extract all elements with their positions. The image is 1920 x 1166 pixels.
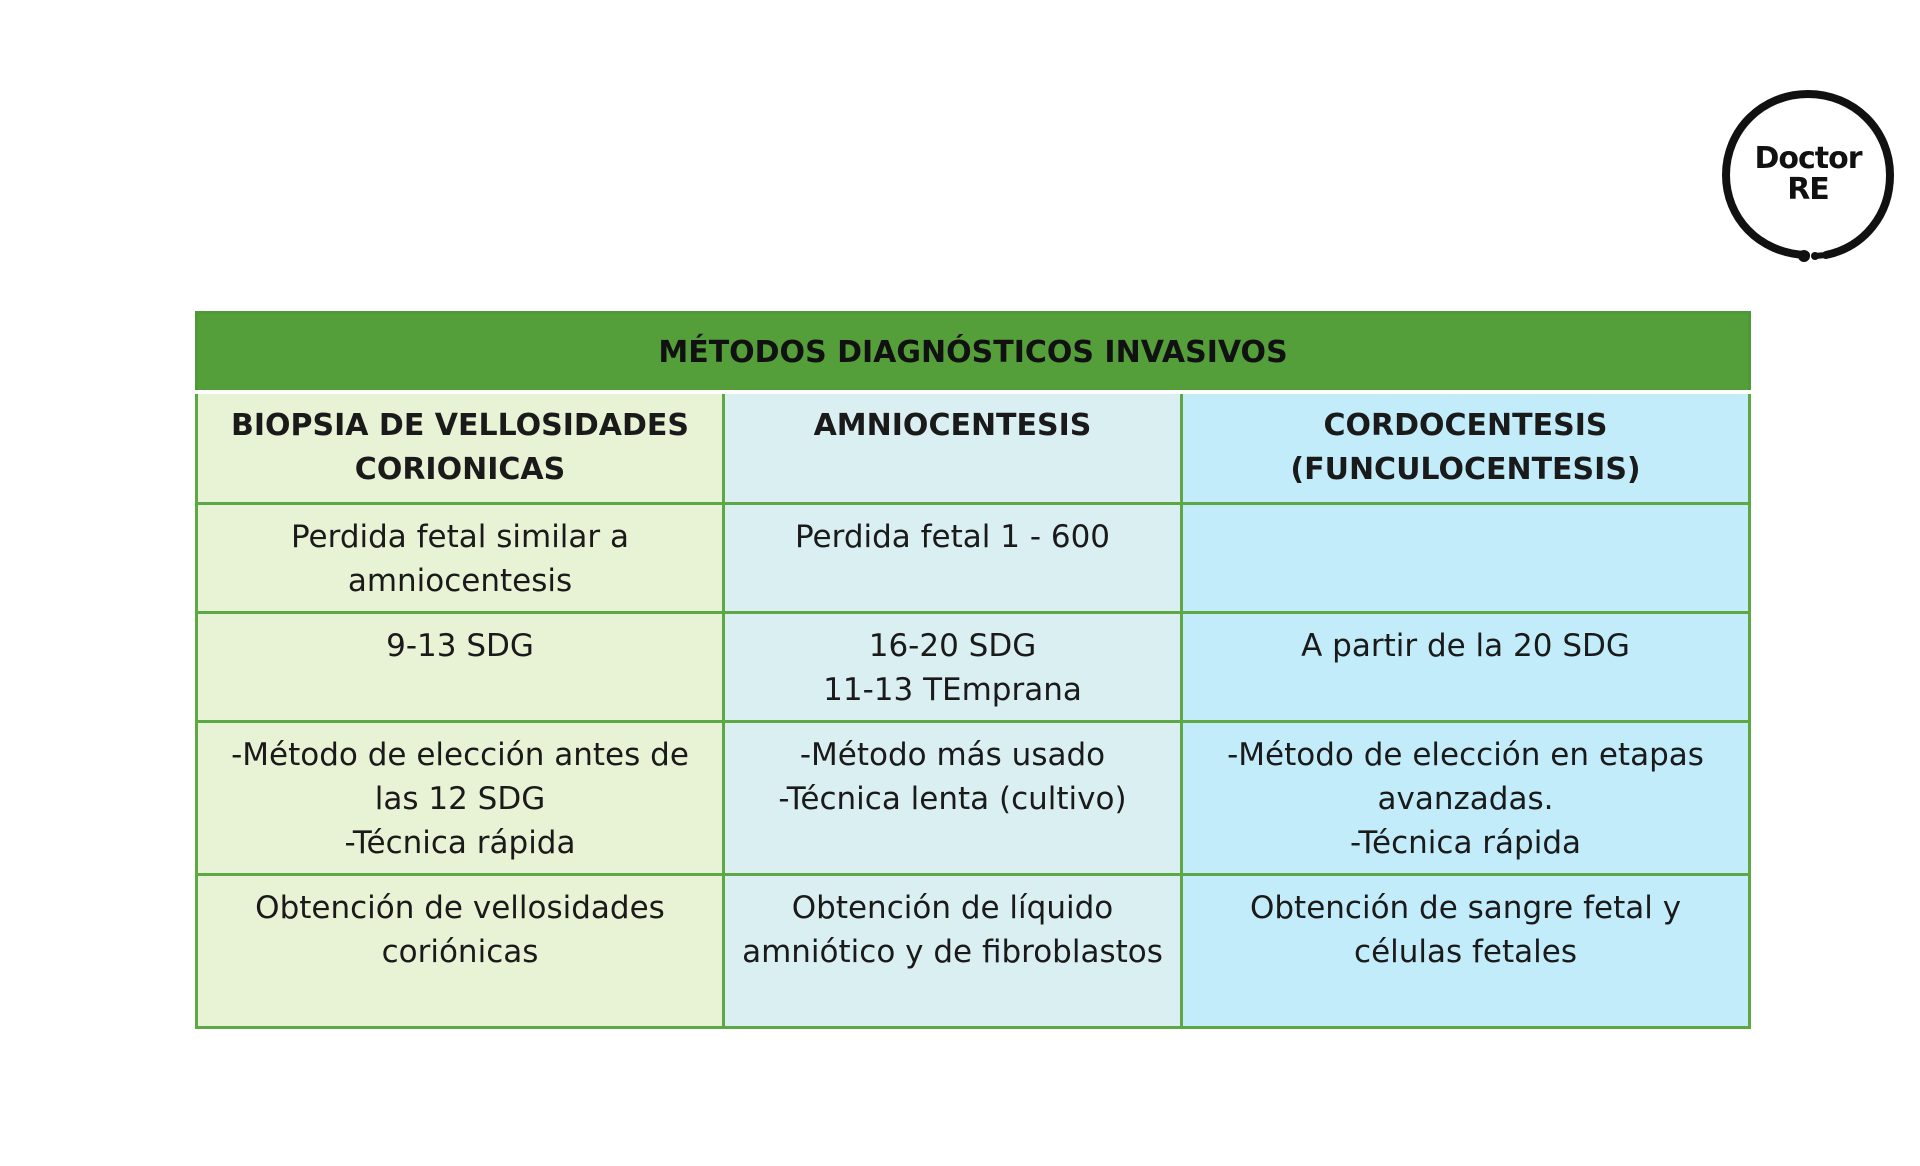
table-cell: 9-13 SDG xyxy=(197,613,724,722)
table-header-row xyxy=(197,392,1750,504)
table-cell: Obtención de sangre fetal y células fetales xyxy=(1182,875,1750,1028)
doctor-re-logo xyxy=(1718,85,1898,267)
table-row xyxy=(197,875,1750,1028)
table-cell: 16-20 SDG 11-13 TEmprana xyxy=(724,613,1182,722)
header-biopsia: BIOPSIA DE VELLOSIDADES CORIONICAS xyxy=(197,392,724,504)
logo-line-1: Doctor xyxy=(1754,141,1862,176)
table-cell: Perdida fetal similar a amniocentesis xyxy=(197,504,724,613)
table-row xyxy=(197,504,1750,613)
table-cell xyxy=(1182,504,1750,613)
header-cordocentesis: CORDOCENTESIS (FUNCULOCENTESIS) xyxy=(1182,392,1750,504)
table-cell: Obtención de vellosidades coriónicas xyxy=(197,875,724,1028)
table-row xyxy=(197,613,1750,722)
table-title: MÉTODOS DIAGNÓSTICOS INVASIVOS xyxy=(197,313,1750,393)
table-cell: A partir de la 20 SDG xyxy=(1182,613,1750,722)
header-amniocentesis: AMNIOCENTESIS xyxy=(724,392,1182,504)
logo-line-2: RE xyxy=(1787,172,1829,207)
table-cell: -Método de elección en etapas avanzadas. -Técnica rápida xyxy=(1182,722,1750,875)
table-cell: Perdida fetal 1 - 600 xyxy=(724,504,1182,613)
invasive-methods-table xyxy=(195,311,1748,1029)
table-cell: -Método más usado -Técnica lenta (cultivo) xyxy=(724,722,1182,875)
table-cell: Obtención de líquido amniótico y de fibroblastos xyxy=(724,875,1182,1028)
table-row xyxy=(197,722,1750,875)
table-cell: -Método de elección antes de las 12 SDG -Técnica rápida xyxy=(197,722,724,875)
